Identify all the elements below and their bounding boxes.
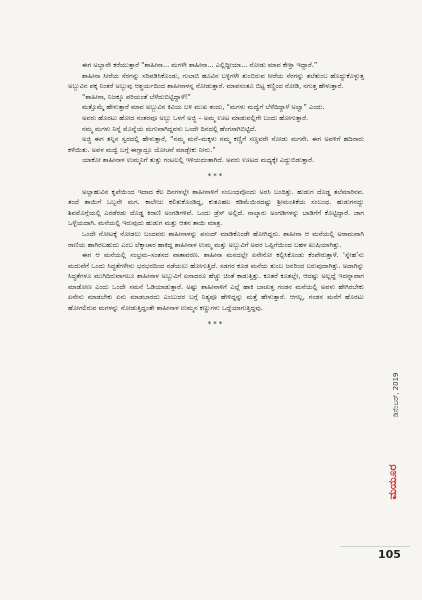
paragraph: ನಮ್ಮ ಮಗಳು ನಿನ್ನೆ ಮೊನ್ನೆಯ ಮಗುವಾಗಿದ್ದವಳು ಒಂದೇ ದಿನದಲ್ಲಿ ಹೆಂಗಸಾಗಿಬಿಟ್ಟಿದೆ. [82,124,257,133]
paragraph: “ಶಾಹೀನಾ, ನಿಜಕ್ಕೂ ಪರಿಯಂತೆ ಬೆಳೆದುಬಿಟ್ಟಿದ್ದಾಳೆ!” [82,92,191,101]
paragraph: ಶಾಹೀನಾ ಸೀರೆಯ ಸೆರಗನ್ನು ಸರಿಪಡಿಸಿಕೊಂಡು, ಗುಲಾಬಿ ಹೂವಿನ ಬಳ್ಳಿಗಳೇ ತುಂಬಿರುವ ಸೀರೆಯ ಸೆರಗನ್ನು ತಲೆತುಂಬ ಹೊದ್ದುಕೊಳ್ಳುತ್ತ ಅಬ್ಬುವಿನ ಪಕ್ಕ ನಿಂತರೆ ಅಬ್ಬುವು ಆಶ್ಚರ್ಯದಿಂದ ಶಾಹೀನಾಳನ್ನ ನೋಡುತ್ತಾರೆ. ಮಾವನಂತೂ ಬಿಟ್ಟ ಕಣ್ಣಿಂದ ನೋಡಿ, ನಗುತ್ತ ಹೇಳುತ್ತಾರೆ. [68,71,364,91]
section-separator: *** [207,319,225,328]
paragraph: ಒಂದೇ ನೋಟಕ್ಕೆ ನೋಡಲು ಬಂದವರು ಶಾಹೀನಾಳನ್ನು ಪಸಂದ್ ಮಾಡಿಕೊಂಡೇ ಹೋಗಿದ್ದರು. ಶಾಹೀನಾ ಆ ಮನೆಯಲ್ಲಿ ಅರಾಮವಾಗಿ ರಾಣಿಯ ಹಾಗಿರಬಹುದು ಎಂಬ ಲೆಕ್ಕಾಚಾರ ಹಾಕಿದ್ದ ಶಾಹೀನಾಳ ಉಮ್ಮ ಮತ್ತು ಅಬ್ಬುವಿಗೆ ಅವರ ಒಪ್ಪಿಗೆಯಿಂದ ಬಹಳ ಖುಷಿಯಾಗಿತ್ತು. [68,229,364,249]
paragraph: ಈಗ ಆ ಮನೆಯಲ್ಲಿ ಸಂಭ್ರಮ–ಸಂತಸದ ವಾತಾವರಣ. ಶಾಹೀನಾ ಮನದಲ್ಲೇ ಏನೇನೋ ಕಲ್ಪಿಸಿಕೊಂಡು ಕೆಂಪೇರುತ್ತಾಳೆ. ‘ಸ್ನೇಹ’ನು ಮದುವೆಗೆ ಒಂದು ಸಿದ್ಧತೆಗಳೇನು ಭರಭರದಿಂದ ನಡೆಯಲು ಹೋಗುತ್ತಿದೆ. ಸಡಗರ ಕೂಡ ಮನೆಯ ತುಂಬ ಜನರಿಂದ ಬರುವುದಾಗಿತ್ತು. ಅದಾಗಿನ್ನು ಸಿದ್ಧತೆಗಳೂ ಮುಗಿದಿರುವಾಗಲೂ ಶಾಹೀನಾಳ ಅಬ್ಬುವಿಗೆ ಏನಾದರೂ ಹೆಚ್ಚು ಚಿಂತೆ ಕಾಡುತ್ತಿತ್ತು. ಕೂತರೆ ಕೂತಲ್ಲೇ, ಆದಷ್ಟು ಅಲ್ಲದ್ದೆ ಇದನ್ನಾವಾಗ ಮಾಡೋಣ ಎಂದು ಒಂದೇ ಸಮನೆ ಓಡಿಯಾಡುತ್ತಾರೆ. ಅಷ್ಟು ಶಾಹೀನಾಳಿಗೆ ಎಲ್ಲೆ ಹಾಕಿ ಬಾಚುತ್ತ ಗಂಡನ ಮನೆಯಲ್ಲಿ ಅವಳು ಹೇಗಿರಬೇಕು ಏನೇನು ಮಾಡಬೇಕು ಏನು ಮಾಡಬಾರದು ಎಂಬುದರ ಬಗ್ಗೆ ನಿತ್ಯವೂ ಹೇಳಿದ್ದನ್ನು ಮತ್ತೆ ಹೇಳುತ್ತಾರೆ. ಆಗಲ್ಲ, ಗಂಡನ ಮನೆಗೆ ಹೊರಟು ಹೋಗಲಿರುವ ಮಗಳನ್ನು ನೋಡುತ್ತಿದ್ದಂತೇ ಶಾಹೀನಾಳ ಉಮ್ಮನ ಕಣ್ಣುಗಳು ಒದ್ದೆಯಾಗುತ್ತಿದ್ದವು. [68,251,364,313]
paragraph: ಅಲ್ಲಾಹುವಿನ ಕೃಪೆಯಿಂದ ಇದಾದ ಕೆಲ ದಿನಗಳಲ್ಲೇ ಶಾಹೀನಾಳಿಗೆ ಸಂಬಂಧವೊಂದು ಅರಸಿ ಬಂದಿತ್ತು. ಹುಡುಗ ದೊಡ್ಡ ತಲೆಮಾರಿನವ. ತಂದೆ ತಾಯಿಗೆ ಒಬ್ಬನೇ ಮಗ. ಕಾಲೇಜು ಕಲಿತುಕೊಂಡಿದ್ದ, ಕುತೂಹಲ ಕಡಿಮೆಯಿರದಷ್ಟು ಶ್ರೀಮಂತಿಕೆಯ ಸಂಬಂಧ. ಹುಡುಗನದ್ದು ಶಿವಮೊಗ್ಗೆಯಲ್ಲಿ ಎರಡೆರಡು ದೊಡ್ಡ ಕಿರಾಣಿ ಅಂಗಡಿಗಳಿವೆ. ಒಂದು ಡ್ರೆಸ್ ಅಲ್ಲಿದೆ. ನಾಲ್ಕಾರು ಅಂಗಡಿಗಳನ್ನು ಬಾಡಿಗೆಗೆ ಕೊಟ್ಟಿದ್ದಾರೆ. ಜಾಗ ಒಳ್ಳೆಯದಾಗಿ. ಮನೆಯಲ್ಲಿ ಇರುವುದು ಹುಡುಗ ಮತ್ತು ಆತನ ತಾಯಿ ಮಾತ್ರ. [68,187,364,228]
paragraph: ಮತ್ತೊಮ್ಮೆ ಹೇಳುತ್ತಾರೆ ಮಾವ ಅಬ್ಬುವಿನ ಕಿವಿಯ ಬಳಿ ಮುಖ ತಂದು, “ಮಗಳು ಮದ್ವೆಗೆ ಬೆಳೆದಿದ್ದಾಳೆ ಅಲ್ವಾ” ಎಂದು. [82,103,325,112]
article-body [68,60,364,334]
issue-date: ಡಿಸೆಂಬರ್, 2019 [392,372,400,418]
divider [340,546,410,547]
magazine-name: ಮಯೂರ [386,464,399,500]
page-number: 105 [378,548,401,561]
paragraph: ಅವರು ಹೊರಟು ಹೋದ ನಂತರವೂ ಅಬ್ಬು ಒಳಗೆ ಅಜ್ಜಿ – ಅಮ್ಮ ಊಟ ಮಾಡುವಲ್ಲಿಗೇ ಬಂದು ಹೋಗುತ್ತಾರೆ. [82,113,309,122]
paragraph: ಅಜ್ಜಿ ಈಗ ತನ್ನಿನ ಸ್ವರದಲ್ಲಿ ಹೇಳುತ್ತಾರೆ, “ನಮ್ಮ ಮನೆ–ಮಕ್ಕಳು ನಮ್ಮ ಕಣ್ಣಿಗೆ ಸಣ್ಣವರೇ ನೋಡು ಮಗನೇ. ಈಗ ಅವಳಿಗೆ ಹದಿನಾರು ಕಳೆಯಿತು. ಅವಳ ಮದ್ವೆ ಬಗ್ಗೆ ಈಗ್ಲಾದ್ರೂ ಯೋಚನೆ ಮಾಡ್ಬೇಕು ನೀನು.” [68,135,364,154]
paragraph: ಯಾಕೋ ಶಾಹೀನಾಳ ಉಮ್ಮನಿಗೆ ತುತ್ತು ಗಂಟಲಲ್ಲಿ ಇಳಿಯದಂತಾಗಿದೆ. ಅವರು ಊಟದ ಮಧ್ಯಕ್ಕೇ ಎದ್ದುಬಿಡುತ್ತಾರೆ. [82,156,315,165]
paragraph: ಈಗ ಅಬ್ಬಾನೇ ಕರೆಯುತ್ತಾರೆ “ಶಾಹೀನಾ... ಮಗಳೇ ಶಾಹೀನಾ... ಎಲ್ಲಿದ್ದೀಯಾ... ನೋಡು ಮಾವ ಕೇಳ್ತಾ ಇದ್ದಾರೆ.” [82,61,318,69]
magazine-logo [386,452,406,512]
section-separator: *** [207,171,225,180]
